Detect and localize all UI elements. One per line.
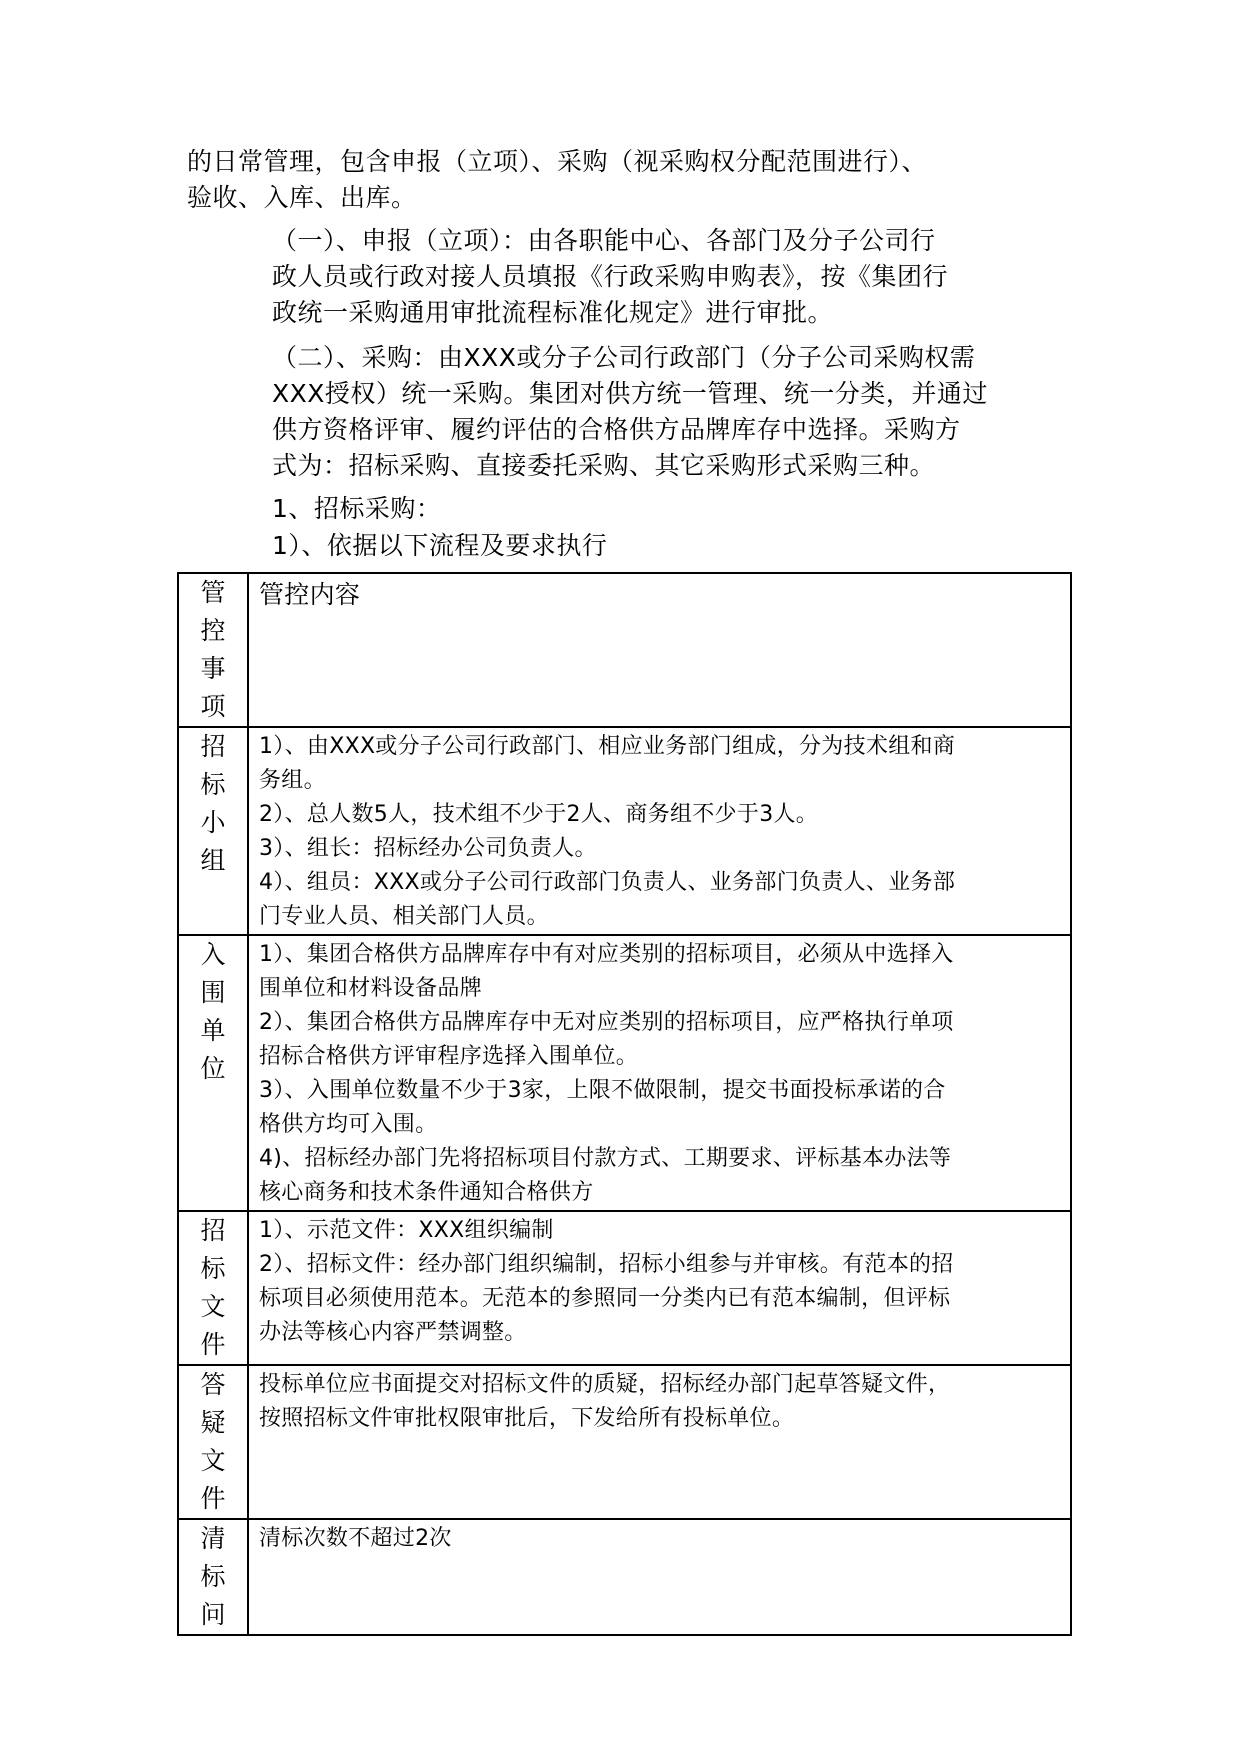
header-item-cell [178,573,248,727]
row-item-cell [178,1519,248,1635]
body-paragraph-line: 式为：招标采购、直接委托采购、其它采购形式采购三种。 [272,451,936,480]
body-paragraph-line: 政统一采购通用审批流程标准化规定》进行审批。 [272,298,834,327]
row-content-line: 4）、组员：XXX或分子公司行政部门负责人、业务部门负责人、业务部 [259,870,956,895]
row-content-line: 清标次数不超过2次 [259,1526,452,1551]
body-paragraph-line: 供方资格评审、履约评估的合格供方品牌库存中选择。采购方 [272,415,961,444]
row-content-line: 2）、招标文件：经办部门组织编制，招标小组参与并审核。有范本的招 [259,1252,954,1277]
row-item-label: 招标文件 [200,1216,226,1359]
row-item-cell [178,727,248,935]
row-item-cell [178,1211,248,1365]
row-content-cell [248,935,1071,1211]
body-paragraph-line: （二）、采购：由XXX或分子公司行政部门（分子公司采购权需 [272,343,976,372]
row-content-line: 1）、示范文件：XXX组织编制 [259,1218,554,1243]
row-content-line: 围单位和材料设备品牌 [259,976,483,1001]
row-content-line: 2）、集团合格供方品牌库存中无对应类别的招标项目，应严格执行单项 [259,1010,954,1035]
table-row [178,727,1071,935]
row-content-line: 按照招标文件审批权限审批后，下发给所有投标单位。 [259,1406,795,1431]
row-content-cell [248,1211,1071,1365]
row-content-line: 3）、入围单位数量不少于3家，上限不做限制，提交书面投标承诺的合 [259,1078,946,1103]
row-content-line: 核心商务和技术条件通知合格供方 [259,1180,594,1205]
body-paragraph-line: XXX授权）统一采购。集团对供方统一管理、统一分类，并通过 [272,379,988,408]
row-content-line: 1）、由XXX或分子公司行政部门、相应业务部门组成，分为技术组和商 [259,734,956,759]
body-paragraph-line: 验收、入库、出库。 [187,183,417,212]
row-content-line: 标项目必须使用范本。无范本的参照同一分类内已有范本编制，但评标 [259,1286,951,1311]
row-content-line: 2）、总人数5人，技术组不少于2人、商务组不少于3人。 [259,802,819,827]
row-content-cell [248,727,1071,935]
row-content-line: 投标单位应书面提交对招标文件的质疑，招标经办部门起草答疑文件， [259,1372,951,1397]
row-item-label: 招标小组 [200,732,226,875]
row-item-label: 清标问 [200,1524,226,1629]
row-content-cell [248,1519,1071,1635]
control-table [177,572,1072,1636]
row-content-line: 招标合格供方评审程序选择入围单位。 [259,1044,639,1069]
row-content-line: 3）、组长：招标经办公司负责人。 [259,836,597,861]
table-row [178,1365,1071,1519]
row-item-label: 入围单位 [200,940,226,1083]
header-item-label: 管控事项 [200,578,226,721]
row-content-line: 务组。 [259,768,326,793]
row-content-line: 门专业人员、相关部门人员。 [259,904,549,929]
row-item-cell [178,935,248,1211]
row-item-cell [178,1365,248,1519]
section-heading: 1、招标采购： [272,494,442,523]
table-row [178,1211,1071,1365]
header-content-cell [248,573,1071,727]
row-content-line: 4)、招标经办部门先将招标项目付款方式、工期要求、评标基本办法等 [259,1146,952,1171]
table-row [178,935,1071,1211]
row-content-line: 1）、集团合格供方品牌库存中有对应类别的招标项目，必须从中选择入 [259,942,954,967]
body-paragraph-line: 政人员或行政对接人员填报《行政采购申购表》，按《集团行 [272,262,949,291]
table-header-row [178,573,1071,727]
table-row [178,1519,1071,1635]
row-content-line: 办法等核心内容严禁调整。 [259,1320,527,1345]
row-content-line: 格供方均可入围。 [259,1112,438,1137]
body-paragraph-line: （一）、申报（立项）：由各职能中心、各部门及分子公司行 [272,226,936,255]
body-paragraph-line: 的日常管理，包含申报（立项）、采购（视采购权分配范围进行）、 [187,147,928,176]
subsection-heading: 1）、依据以下流程及要求执行 [272,531,608,560]
row-item-label: 答疑文件 [200,1370,226,1513]
row-content-cell [248,1365,1071,1519]
header-content-label: 管控内容 [259,580,361,609]
